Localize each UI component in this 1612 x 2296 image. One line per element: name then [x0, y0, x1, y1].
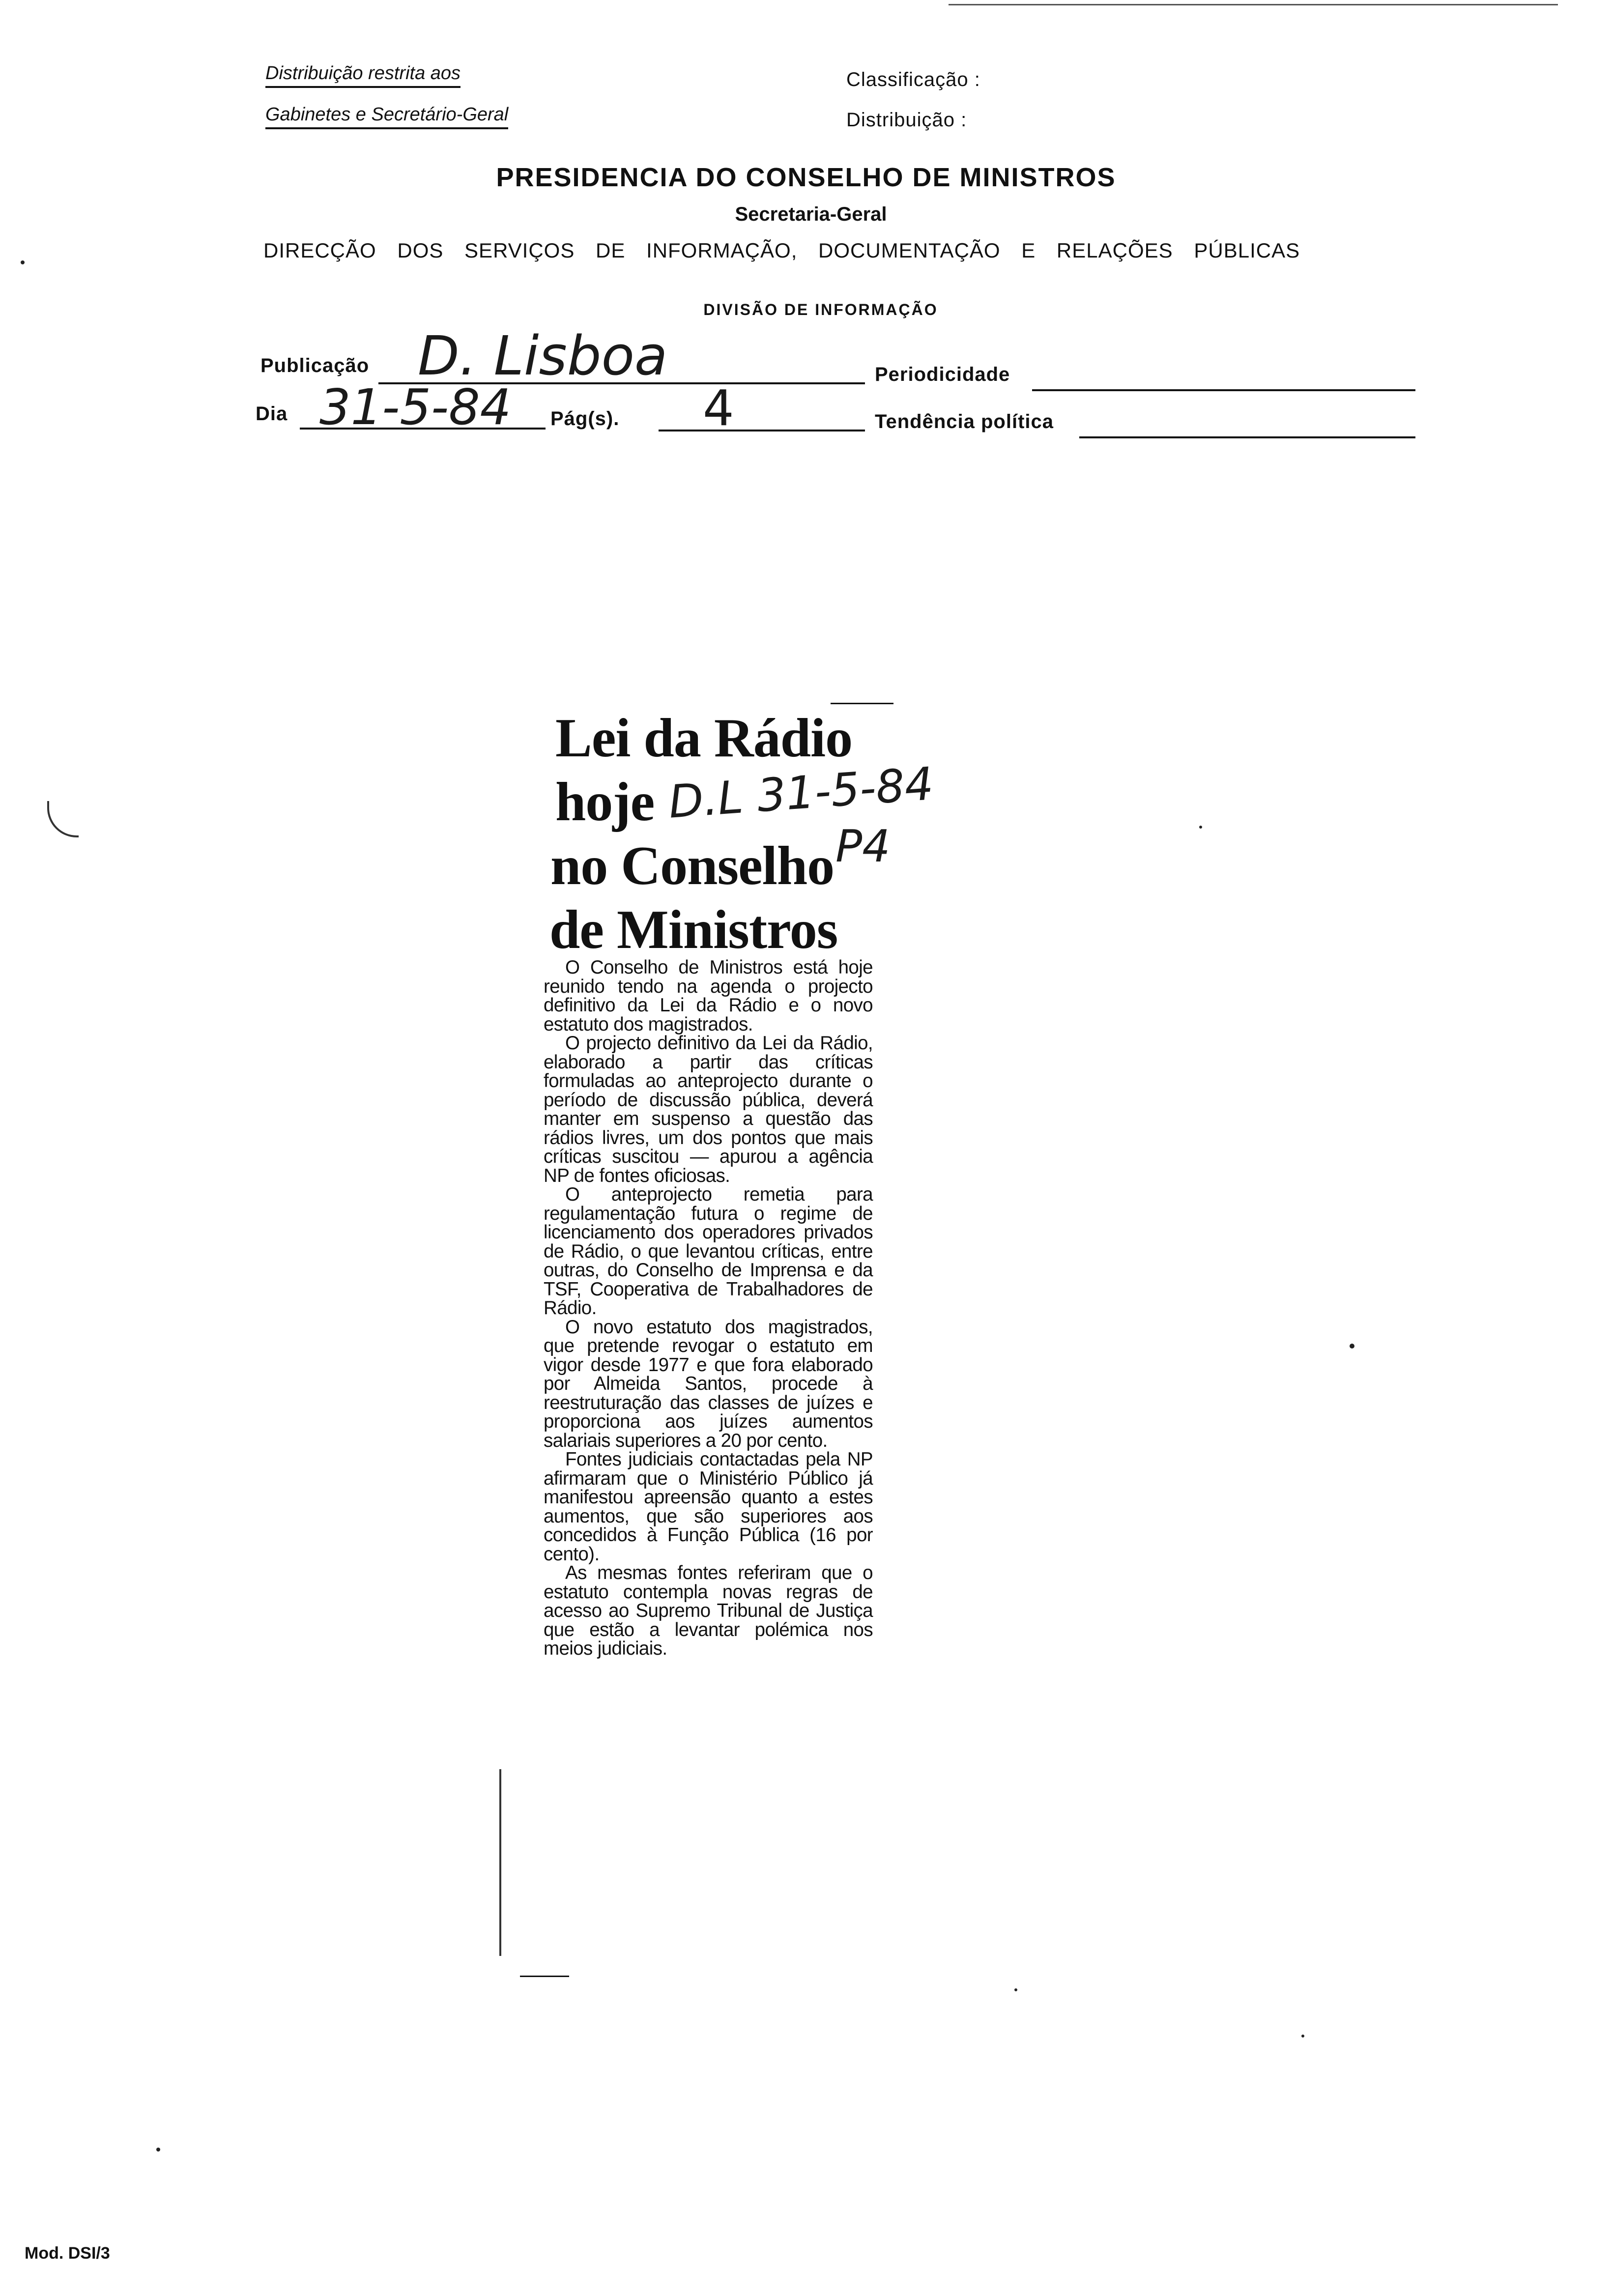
direccao-line: DIRECÇÃO DOS SERVIÇOS DE INFORMAÇÃO, DOCUMENTAÇÃO E RELAÇÕES PÚBLICAS	[263, 239, 1300, 262]
article-paragraph: O Conselho de Ministros está hoje reunido tendo na agenda o projecto definitivo da Lei da Rádio e o novo estatuto dos magistrados.	[544, 957, 873, 1035]
dia-handwritten: 31-5-84	[319, 378, 512, 436]
scan-speck	[156, 2148, 160, 2152]
publicacao-handwritten: D. Lisboa	[418, 324, 668, 387]
scan-speck	[1014, 1988, 1017, 1991]
clipping-headline-line4: de Ministros	[549, 899, 838, 960]
clipping-headline-line2: hoje	[555, 772, 655, 832]
clipping-annotation-page: P4	[835, 821, 891, 872]
article-paragraph: O novo estatuto dos magistrados, que pretende revogar o estatuto em vigor desde 1977 e que fora elaborado por Almeida Santos, procede à reestruturação das classes de juízes e proporciona aos juízes aumentos salariais superiores a 20 por cento.	[544, 1316, 873, 1451]
publicacao-label: Publicação	[260, 355, 370, 376]
dia-label: Dia	[256, 403, 288, 425]
periodicidade-line	[1032, 389, 1415, 391]
clipping-headline-line1: Lei da Rádio	[555, 708, 853, 769]
form-model-code: Mod. DSI/3	[25, 2244, 110, 2263]
secretaria-geral: Secretaria-Geral	[735, 203, 887, 225]
scan-margin-mark	[47, 801, 79, 837]
distribuicao-label: Distribuição :	[846, 109, 967, 131]
tendencia-label: Tendência política	[875, 411, 1054, 432]
clipping-top-rule	[831, 703, 893, 704]
clipping-article-body	[544, 958, 873, 1659]
article-paragraph: As mesmas fontes referiram que o estatuto contempla novas regras de acesso ao Supremo Tribunal de Justiça que estão a levantar polémica nos meios judiciais.	[544, 1562, 873, 1659]
scan-speck	[21, 260, 25, 264]
clipping-bottom-rule	[520, 1976, 569, 1977]
pags-label: Pág(s).	[550, 408, 620, 430]
scan-edge-line	[949, 4, 1558, 5]
scan-speck	[1350, 1344, 1354, 1349]
divisao-informacao: DIVISÃO DE INFORMAÇÃO	[703, 301, 938, 318]
restricted-distribution-line1: Distribuição restrita aos	[265, 63, 461, 88]
scan-margin-bar	[499, 1769, 501, 1956]
periodicidade-label: Periodicidade	[875, 364, 1010, 385]
clipping-headline-line3: no Conselho	[550, 835, 835, 896]
restricted-distribution-line2: Gabinetes e Secretário-Geral	[265, 104, 508, 129]
article-paragraph: O projecto definitivo da Lei da Rádio, elaborado a partir das críticas formuladas ao anteprojecto durante o período de discussão pública, deverá manter em suspenso a questão das rádios livres, um dos pontos que mais críticas suscitou — apurou a agência NP de fontes oficiosas.	[544, 1033, 873, 1186]
tendencia-line	[1079, 436, 1415, 438]
classificacao-label: Classificação :	[846, 69, 980, 90]
scan-speck	[1301, 2035, 1304, 2038]
pags-handwritten: 4	[703, 379, 734, 437]
article-paragraph: O anteprojecto remetia para regulamentação futura o regime de licenciamento dos operadores privados de Rádio, o que levantou críticas, entre outras, do Conselho de Imprensa e da TSF, Cooperativa de Trabalhadores de Rádio.	[544, 1184, 873, 1319]
article-paragraph: Fontes judiciais contactadas pela NP afirmaram que o Ministério Público já manifestou apreensão quanto a estes aumentos, que são superiores aos concedidos à Função Pública (16 por cento).	[544, 1449, 873, 1565]
pags-line	[659, 430, 865, 431]
clipping-annotation-date: D.L 31-5-84	[666, 757, 935, 829]
page-title: PRESIDENCIA DO CONSELHO DE MINISTROS	[496, 163, 1116, 192]
scan-speck	[1199, 826, 1202, 829]
